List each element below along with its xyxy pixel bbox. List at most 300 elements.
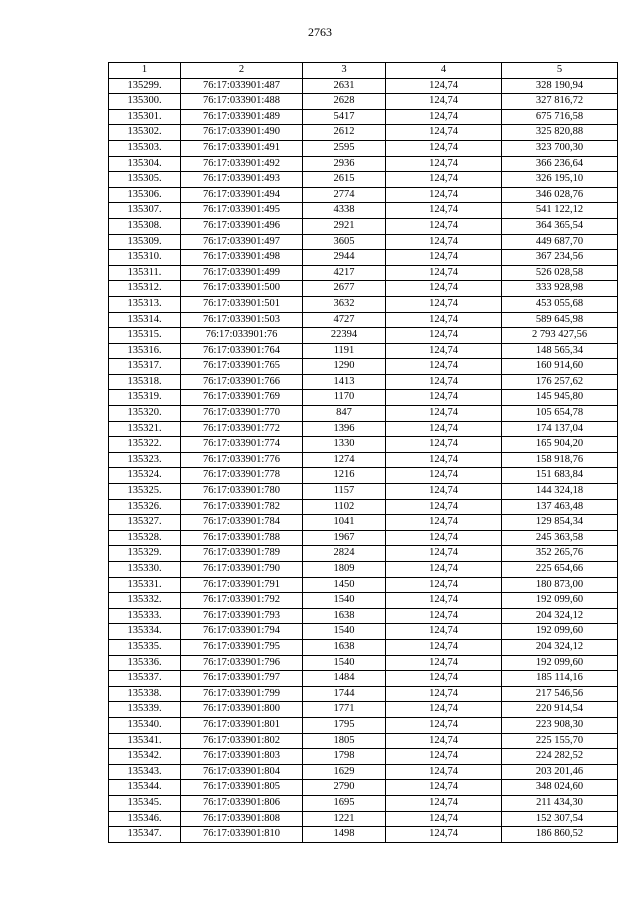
area-cell: 1274 xyxy=(303,452,386,468)
cadastral-number-cell: 76:17:033901:803 xyxy=(181,749,303,765)
table-row xyxy=(109,312,618,328)
rate-cell: 124,74 xyxy=(386,546,502,562)
area-cell: 2824 xyxy=(303,546,386,562)
rate-cell: 124,74 xyxy=(386,359,502,375)
row-number-cell: 135321. xyxy=(109,421,181,437)
row-number-cell: 135310. xyxy=(109,250,181,266)
table-row xyxy=(109,717,618,733)
value-cell: 589 645,98 xyxy=(502,312,618,328)
area-cell: 1795 xyxy=(303,717,386,733)
page-number: 2763 xyxy=(308,25,332,39)
value-cell: 176 257,62 xyxy=(502,374,618,390)
value-cell: 675 716,58 xyxy=(502,109,618,125)
row-number-cell: 135315. xyxy=(109,328,181,344)
value-cell: 165 904,20 xyxy=(502,437,618,453)
value-cell: 453 055,68 xyxy=(502,296,618,312)
value-cell: 333 928,98 xyxy=(502,281,618,297)
cadastral-number-cell: 76:17:033901:808 xyxy=(181,811,303,827)
value-cell: 158 918,76 xyxy=(502,452,618,468)
rate-cell: 124,74 xyxy=(386,624,502,640)
row-number-cell: 135339. xyxy=(109,702,181,718)
value-cell: 144 324,18 xyxy=(502,484,618,500)
rate-cell: 124,74 xyxy=(386,530,502,546)
cadastral-number-cell: 76:17:033901:801 xyxy=(181,717,303,733)
area-cell: 1102 xyxy=(303,499,386,515)
rate-cell: 124,74 xyxy=(386,296,502,312)
row-number-cell: 135318. xyxy=(109,374,181,390)
rate-cell: 124,74 xyxy=(386,281,502,297)
area-cell: 1484 xyxy=(303,671,386,687)
row-number-cell: 135312. xyxy=(109,281,181,297)
value-cell: 152 307,54 xyxy=(502,811,618,827)
row-number-cell: 135337. xyxy=(109,671,181,687)
table-row xyxy=(109,78,618,94)
column-header: 4 xyxy=(386,63,502,79)
table-row xyxy=(109,624,618,640)
area-cell: 1396 xyxy=(303,421,386,437)
row-number-cell: 135313. xyxy=(109,296,181,312)
value-cell: 180 873,00 xyxy=(502,577,618,593)
row-number-cell: 135317. xyxy=(109,359,181,375)
cadastral-number-cell: 76:17:033901:495 xyxy=(181,203,303,219)
rate-cell: 124,74 xyxy=(386,468,502,484)
cadastral-number-cell: 76:17:033901:804 xyxy=(181,764,303,780)
value-cell: 225 155,70 xyxy=(502,733,618,749)
table-row xyxy=(109,515,618,531)
cadastral-number-cell: 76:17:033901:791 xyxy=(181,577,303,593)
area-cell: 22394 xyxy=(303,328,386,344)
cadastral-number-cell: 76:17:033901:503 xyxy=(181,312,303,328)
value-cell: 328 190,94 xyxy=(502,78,618,94)
value-cell: 449 687,70 xyxy=(502,234,618,250)
area-cell: 1540 xyxy=(303,593,386,609)
cadastral-number-cell: 76:17:033901:784 xyxy=(181,515,303,531)
value-cell: 325 820,88 xyxy=(502,125,618,141)
value-cell: 192 099,60 xyxy=(502,655,618,671)
cadastral-number-cell: 76:17:033901:76 xyxy=(181,328,303,344)
cadastral-number-cell: 76:17:033901:788 xyxy=(181,530,303,546)
cadastral-number-cell: 76:17:033901:797 xyxy=(181,671,303,687)
cadastral-number-cell: 76:17:033901:770 xyxy=(181,406,303,422)
row-number-cell: 135324. xyxy=(109,468,181,484)
row-number-cell: 135320. xyxy=(109,406,181,422)
area-cell: 1221 xyxy=(303,811,386,827)
row-number-cell: 135325. xyxy=(109,484,181,500)
cadastral-number-cell: 76:17:033901:780 xyxy=(181,484,303,500)
area-cell: 1809 xyxy=(303,562,386,578)
area-cell: 2677 xyxy=(303,281,386,297)
table-row xyxy=(109,218,618,234)
table-row xyxy=(109,546,618,562)
row-number-cell: 135345. xyxy=(109,795,181,811)
area-cell: 1191 xyxy=(303,343,386,359)
table-row xyxy=(109,530,618,546)
rate-cell: 124,74 xyxy=(386,328,502,344)
area-cell: 1290 xyxy=(303,359,386,375)
rate-cell: 124,74 xyxy=(386,343,502,359)
value-cell: 367 234,56 xyxy=(502,250,618,266)
cadastral-number-cell: 76:17:033901:492 xyxy=(181,156,303,172)
value-cell: 204 324,12 xyxy=(502,639,618,655)
cadastral-number-cell: 76:17:033901:490 xyxy=(181,125,303,141)
row-number-cell: 135338. xyxy=(109,686,181,702)
row-number-cell: 135328. xyxy=(109,530,181,546)
table-row xyxy=(109,671,618,687)
cadastral-number-cell: 76:17:033901:789 xyxy=(181,546,303,562)
value-cell: 185 114,16 xyxy=(502,671,618,687)
row-number-cell: 135311. xyxy=(109,265,181,281)
header-row xyxy=(109,63,618,79)
cadastral-number-cell: 76:17:033901:488 xyxy=(181,94,303,110)
area-cell: 2612 xyxy=(303,125,386,141)
rate-cell: 124,74 xyxy=(386,172,502,188)
cadastral-number-cell: 76:17:033901:806 xyxy=(181,795,303,811)
value-cell: 192 099,60 xyxy=(502,624,618,640)
cadastral-number-cell: 76:17:033901:766 xyxy=(181,374,303,390)
table-row xyxy=(109,374,618,390)
cadastral-number-cell: 76:17:033901:774 xyxy=(181,437,303,453)
rate-cell: 124,74 xyxy=(386,421,502,437)
area-cell: 1695 xyxy=(303,795,386,811)
area-cell: 3632 xyxy=(303,296,386,312)
value-cell: 151 683,84 xyxy=(502,468,618,484)
area-cell: 1805 xyxy=(303,733,386,749)
area-cell: 1157 xyxy=(303,484,386,500)
table-row xyxy=(109,437,618,453)
rate-cell: 124,74 xyxy=(386,795,502,811)
table-row xyxy=(109,156,618,172)
table-row xyxy=(109,343,618,359)
area-cell: 847 xyxy=(303,406,386,422)
row-number-cell: 135308. xyxy=(109,218,181,234)
row-number-cell: 135332. xyxy=(109,593,181,609)
rate-cell: 124,74 xyxy=(386,437,502,453)
rate-cell: 124,74 xyxy=(386,702,502,718)
cadastral-number-cell: 76:17:033901:769 xyxy=(181,390,303,406)
area-cell: 1967 xyxy=(303,530,386,546)
area-cell: 2631 xyxy=(303,78,386,94)
row-number-cell: 135336. xyxy=(109,655,181,671)
area-cell: 1771 xyxy=(303,702,386,718)
value-cell: 327 816,72 xyxy=(502,94,618,110)
row-number-cell: 135304. xyxy=(109,156,181,172)
row-number-cell: 135334. xyxy=(109,624,181,640)
value-cell: 137 463,48 xyxy=(502,499,618,515)
table-row xyxy=(109,140,618,156)
table-row xyxy=(109,827,618,843)
area-cell: 2774 xyxy=(303,187,386,203)
area-cell: 1540 xyxy=(303,624,386,640)
cadastral-number-cell: 76:17:033901:501 xyxy=(181,296,303,312)
area-cell: 1638 xyxy=(303,639,386,655)
value-cell: 129 854,34 xyxy=(502,515,618,531)
area-cell: 2921 xyxy=(303,218,386,234)
row-number-cell: 135316. xyxy=(109,343,181,359)
cadastral-number-cell: 76:17:033901:765 xyxy=(181,359,303,375)
value-cell: 223 908,30 xyxy=(502,717,618,733)
rate-cell: 124,74 xyxy=(386,156,502,172)
area-cell: 1498 xyxy=(303,827,386,843)
row-number-cell: 135330. xyxy=(109,562,181,578)
data-table xyxy=(108,62,618,843)
table-row xyxy=(109,468,618,484)
cadastral-number-cell: 76:17:033901:778 xyxy=(181,468,303,484)
row-number-cell: 135309. xyxy=(109,234,181,250)
table-row xyxy=(109,484,618,500)
area-cell: 2615 xyxy=(303,172,386,188)
value-cell: 174 137,04 xyxy=(502,421,618,437)
table-body xyxy=(109,78,618,842)
cadastral-number-cell: 76:17:033901:493 xyxy=(181,172,303,188)
rate-cell: 124,74 xyxy=(386,78,502,94)
rate-cell: 124,74 xyxy=(386,764,502,780)
rate-cell: 124,74 xyxy=(386,109,502,125)
value-cell: 366 236,64 xyxy=(502,156,618,172)
row-number-cell: 135306. xyxy=(109,187,181,203)
value-cell: 225 654,66 xyxy=(502,562,618,578)
table-row xyxy=(109,421,618,437)
rate-cell: 124,74 xyxy=(386,234,502,250)
rate-cell: 124,74 xyxy=(386,639,502,655)
row-number-cell: 135314. xyxy=(109,312,181,328)
value-cell: 211 434,30 xyxy=(502,795,618,811)
cadastral-number-cell: 76:17:033901:802 xyxy=(181,733,303,749)
rate-cell: 124,74 xyxy=(386,717,502,733)
area-cell: 2595 xyxy=(303,140,386,156)
row-number-cell: 135302. xyxy=(109,125,181,141)
rate-cell: 124,74 xyxy=(386,686,502,702)
cadastral-number-cell: 76:17:033901:487 xyxy=(181,78,303,94)
value-cell: 220 914,54 xyxy=(502,702,618,718)
column-header: 2 xyxy=(181,63,303,79)
table-row xyxy=(109,406,618,422)
rate-cell: 124,74 xyxy=(386,608,502,624)
rate-cell: 124,74 xyxy=(386,562,502,578)
row-number-cell: 135299. xyxy=(109,78,181,94)
row-number-cell: 135322. xyxy=(109,437,181,453)
area-cell: 4217 xyxy=(303,265,386,281)
cadastral-number-cell: 76:17:033901:805 xyxy=(181,780,303,796)
table-row xyxy=(109,702,618,718)
table-row xyxy=(109,359,618,375)
value-cell: 148 565,34 xyxy=(502,343,618,359)
rate-cell: 124,74 xyxy=(386,218,502,234)
rate-cell: 124,74 xyxy=(386,125,502,141)
rate-cell: 124,74 xyxy=(386,390,502,406)
value-cell: 348 024,60 xyxy=(502,780,618,796)
row-number-cell: 135341. xyxy=(109,733,181,749)
cadastral-number-cell: 76:17:033901:496 xyxy=(181,218,303,234)
row-number-cell: 135327. xyxy=(109,515,181,531)
cadastral-number-cell: 76:17:033901:793 xyxy=(181,608,303,624)
rate-cell: 124,74 xyxy=(386,671,502,687)
cadastral-number-cell: 76:17:033901:499 xyxy=(181,265,303,281)
row-number-cell: 135326. xyxy=(109,499,181,515)
rate-cell: 124,74 xyxy=(386,655,502,671)
row-number-cell: 135300. xyxy=(109,94,181,110)
table-row xyxy=(109,328,618,344)
rate-cell: 124,74 xyxy=(386,780,502,796)
row-number-cell: 135335. xyxy=(109,639,181,655)
area-cell: 3605 xyxy=(303,234,386,250)
row-number-cell: 135323. xyxy=(109,452,181,468)
row-number-cell: 135333. xyxy=(109,608,181,624)
area-cell: 2628 xyxy=(303,94,386,110)
cadastral-number-cell: 76:17:033901:810 xyxy=(181,827,303,843)
rate-cell: 124,74 xyxy=(386,203,502,219)
row-number-cell: 135319. xyxy=(109,390,181,406)
value-cell: 2 793 427,56 xyxy=(502,328,618,344)
value-cell: 346 028,76 xyxy=(502,187,618,203)
column-header: 5 xyxy=(502,63,618,79)
table-row xyxy=(109,172,618,188)
cadastral-number-cell: 76:17:033901:790 xyxy=(181,562,303,578)
cadastral-number-cell: 76:17:033901:491 xyxy=(181,140,303,156)
table-row xyxy=(109,686,618,702)
table-row xyxy=(109,390,618,406)
area-cell: 1540 xyxy=(303,655,386,671)
cadastral-number-cell: 76:17:033901:792 xyxy=(181,593,303,609)
rate-cell: 124,74 xyxy=(386,577,502,593)
table-row xyxy=(109,250,618,266)
cadastral-number-cell: 76:17:033901:794 xyxy=(181,624,303,640)
table-row xyxy=(109,296,618,312)
table-row xyxy=(109,452,618,468)
table-row xyxy=(109,203,618,219)
cadastral-number-cell: 76:17:033901:800 xyxy=(181,702,303,718)
column-header: 1 xyxy=(109,63,181,79)
rate-cell: 124,74 xyxy=(386,499,502,515)
row-number-cell: 135346. xyxy=(109,811,181,827)
value-cell: 541 122,12 xyxy=(502,203,618,219)
rate-cell: 124,74 xyxy=(386,811,502,827)
row-number-cell: 135340. xyxy=(109,717,181,733)
column-header: 3 xyxy=(303,63,386,79)
rate-cell: 124,74 xyxy=(386,374,502,390)
value-cell: 204 324,12 xyxy=(502,608,618,624)
rate-cell: 124,74 xyxy=(386,733,502,749)
value-cell: 203 201,46 xyxy=(502,764,618,780)
area-cell: 1170 xyxy=(303,390,386,406)
cadastral-number-cell: 76:17:033901:796 xyxy=(181,655,303,671)
area-cell: 4727 xyxy=(303,312,386,328)
table-row xyxy=(109,749,618,765)
table-row xyxy=(109,655,618,671)
rate-cell: 124,74 xyxy=(386,827,502,843)
value-cell: 352 265,76 xyxy=(502,546,618,562)
rate-cell: 124,74 xyxy=(386,484,502,500)
value-cell: 245 363,58 xyxy=(502,530,618,546)
area-cell: 1450 xyxy=(303,577,386,593)
cadastral-number-cell: 76:17:033901:795 xyxy=(181,639,303,655)
table-row xyxy=(109,109,618,125)
area-cell: 1330 xyxy=(303,437,386,453)
row-number-cell: 135343. xyxy=(109,764,181,780)
row-number-cell: 135347. xyxy=(109,827,181,843)
table-row xyxy=(109,562,618,578)
row-number-cell: 135331. xyxy=(109,577,181,593)
area-cell: 2790 xyxy=(303,780,386,796)
value-cell: 105 654,78 xyxy=(502,406,618,422)
cadastral-number-cell: 76:17:033901:497 xyxy=(181,234,303,250)
cadastral-number-cell: 76:17:033901:776 xyxy=(181,452,303,468)
value-cell: 192 099,60 xyxy=(502,593,618,609)
table-row xyxy=(109,577,618,593)
rate-cell: 124,74 xyxy=(386,406,502,422)
table-row xyxy=(109,125,618,141)
area-cell: 1041 xyxy=(303,515,386,531)
value-cell: 145 945,80 xyxy=(502,390,618,406)
cadastral-number-cell: 76:17:033901:799 xyxy=(181,686,303,702)
row-number-cell: 135342. xyxy=(109,749,181,765)
cadastral-number-cell: 76:17:033901:494 xyxy=(181,187,303,203)
cadastral-number-cell: 76:17:033901:500 xyxy=(181,281,303,297)
cadastral-number-cell: 76:17:033901:772 xyxy=(181,421,303,437)
row-number-cell: 135344. xyxy=(109,780,181,796)
cadastral-number-cell: 76:17:033901:782 xyxy=(181,499,303,515)
table-row xyxy=(109,608,618,624)
table-row xyxy=(109,780,618,796)
rate-cell: 124,74 xyxy=(386,749,502,765)
table-row xyxy=(109,94,618,110)
table-row xyxy=(109,499,618,515)
table-row xyxy=(109,795,618,811)
table-header xyxy=(109,63,618,79)
area-cell: 1216 xyxy=(303,468,386,484)
cadastral-number-cell: 76:17:033901:498 xyxy=(181,250,303,266)
row-number-cell: 135303. xyxy=(109,140,181,156)
rate-cell: 124,74 xyxy=(386,312,502,328)
area-cell: 2944 xyxy=(303,250,386,266)
area-cell: 5417 xyxy=(303,109,386,125)
rate-cell: 124,74 xyxy=(386,265,502,281)
table-row xyxy=(109,764,618,780)
cadastral-number-cell: 76:17:033901:489 xyxy=(181,109,303,125)
value-cell: 224 282,52 xyxy=(502,749,618,765)
table-row xyxy=(109,593,618,609)
row-number-cell: 135307. xyxy=(109,203,181,219)
area-cell: 4338 xyxy=(303,203,386,219)
rate-cell: 124,74 xyxy=(386,515,502,531)
rate-cell: 124,74 xyxy=(386,94,502,110)
value-cell: 526 028,58 xyxy=(502,265,618,281)
area-cell: 2936 xyxy=(303,156,386,172)
area-cell: 1629 xyxy=(303,764,386,780)
table-row xyxy=(109,187,618,203)
table-row xyxy=(109,265,618,281)
value-cell: 217 546,56 xyxy=(502,686,618,702)
rate-cell: 124,74 xyxy=(386,187,502,203)
rate-cell: 124,74 xyxy=(386,593,502,609)
table-row xyxy=(109,234,618,250)
value-cell: 160 914,60 xyxy=(502,359,618,375)
row-number-cell: 135329. xyxy=(109,546,181,562)
rate-cell: 124,74 xyxy=(386,452,502,468)
area-cell: 1744 xyxy=(303,686,386,702)
rate-cell: 124,74 xyxy=(386,140,502,156)
rate-cell: 124,74 xyxy=(386,250,502,266)
value-cell: 364 365,54 xyxy=(502,218,618,234)
row-number-cell: 135305. xyxy=(109,172,181,188)
table-row xyxy=(109,733,618,749)
area-cell: 1413 xyxy=(303,374,386,390)
table-row xyxy=(109,281,618,297)
value-cell: 323 700,30 xyxy=(502,140,618,156)
row-number-cell: 135301. xyxy=(109,109,181,125)
area-cell: 1638 xyxy=(303,608,386,624)
value-cell: 326 195,10 xyxy=(502,172,618,188)
table-row xyxy=(109,811,618,827)
